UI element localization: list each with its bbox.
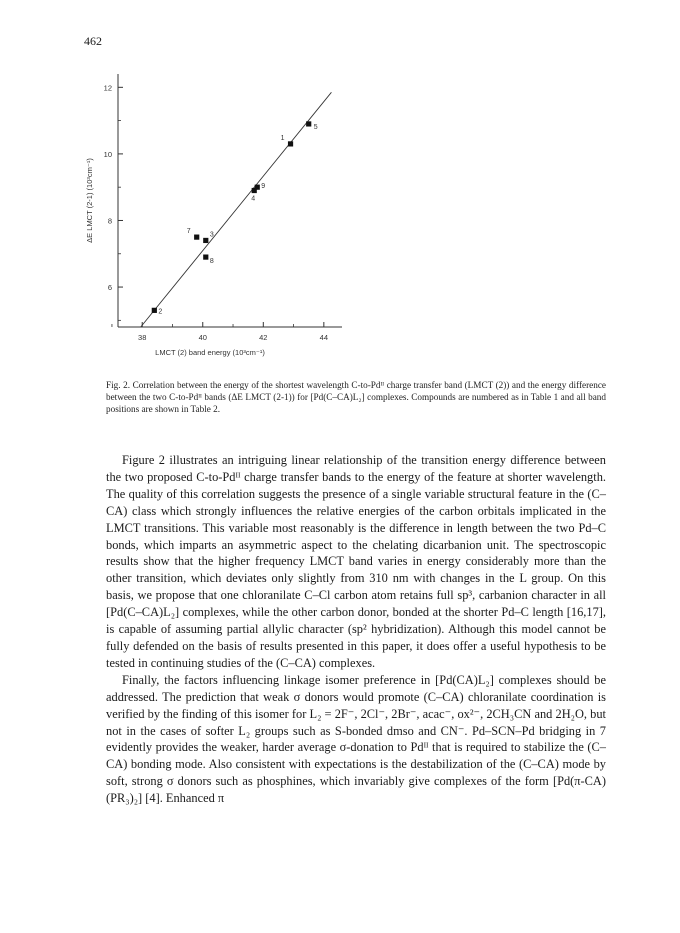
data-point-1 (288, 141, 293, 146)
data-label-9: 9 (261, 183, 266, 191)
body-text (106, 452, 606, 807)
y-tick-label: 10 (103, 149, 112, 159)
data-label-5: 5 (313, 123, 318, 131)
data-point-2 (152, 308, 157, 313)
data-point-8 (203, 254, 208, 259)
data-point-3 (203, 238, 208, 243)
caption-text: Correlation between the energy of the shortest wavelength C-to-Pdᴵᴵ charge transfer band (LMCT (2)) and the energy difference between the two C-to-Pdᴵᴵ bands (ΔE LMCT (2-1)) for [Pd(C–CA)L₂] complexes. Compounds are numbered as in Table 1 and all band positions are shown in Table 2. (106, 380, 606, 414)
x-tick-label: 40 (198, 333, 207, 342)
fit-line (141, 92, 332, 327)
data-point-9 (255, 185, 260, 190)
x-tick-label: 38 (138, 333, 147, 342)
caption-label: Fig. 2. (106, 380, 131, 390)
paragraph: Finally, the factors influencing linkage isomer preference in [Pd(CA)L₂] complexes should be addressed. The prediction that weak σ donors would promote (C–CA) chloranilate coordination is verified by the finding of this isomer for L₂ = 2F⁻, 2Cl⁻, 2Br⁻, acac⁻, ox²⁻, 2CH₃CN and 2H₂O, but not in the cases of softer L₂ groups such as S-bonded dmso and CN⁻. Pd–SCN–Pd bridging in 7 evidently provides the weaker, harder average σ-donation to Pdᴵᴵ that is required to stabilize the (C–CA) bonding mode. Also consistent with expectations is the destabilization of the (C–CA) mode by soft, strong σ donors such as phosphines, which invariably give complexes of the form [Pd(π-CA)(PR₃)₂] [4]. Enhanced π (106, 672, 606, 806)
figure-caption (106, 379, 606, 415)
y-tick-label: 6 (107, 283, 112, 293)
y-axis-label: ΔE LMCT (2-1) (10³cm⁻¹) (85, 158, 94, 243)
data-label-4: 4 (251, 195, 256, 203)
page-number: 462 (84, 34, 102, 48)
y-tick-label: 8 (107, 216, 112, 226)
data-label-1: 1 (280, 134, 285, 142)
data-label-7: 7 (186, 228, 191, 236)
data-label-8: 8 (209, 258, 214, 266)
paragraph: Figure 2 illustrates an intriguing linear relationship of the transition energy difference between the two proposed C-to-Pdᴵᴵ charge transfer bands to the energy of the feature at shorter wavelength. The quality of this correlation suggests the presence of a single variable structural feature in the (C–CA) class which strongly influences the relative energies of the carbon orbitals implicated in the LMCT transitions. This variable most reasonably is the difference in length between the two Pd–C bonds, which imparts an asymmetric aspect to the chelating dicarbanion unit. The spectroscopic results show that the higher frequency LMCT band varies in energy considerably more than the other transition, which deviates only slightly from 310 nm with changes in the L group. On this basis, we propose that one chloranilate C–Cl carbon atom retains full sp³, carbanion character in all [Pd(C–CA)L₂] complexes, while the other carbon donor, bonded at the shorter Pd–C length [16,17], is capable of assuming partial allylic character (sp² hybridization). Although this model cannot be fully defended on the basis of results presented in this paper, it does offer a useful hypothesis to be tested in continuing studies of the (C–CA) complexes. (106, 453, 606, 670)
figure-2 (80, 62, 380, 362)
x-tick-label: 42 (259, 333, 268, 342)
y-tick-label: 12 (103, 83, 112, 93)
x-axis-label: LMCT (2) band energy (10³cm⁻¹) (155, 348, 265, 357)
x-tick-label: 44 (319, 333, 329, 342)
data-label-3: 3 (209, 231, 214, 239)
scatter-chart (80, 62, 380, 362)
data-point-7 (194, 235, 199, 240)
data-label-2: 2 (158, 308, 163, 316)
data-point-5 (306, 121, 311, 126)
